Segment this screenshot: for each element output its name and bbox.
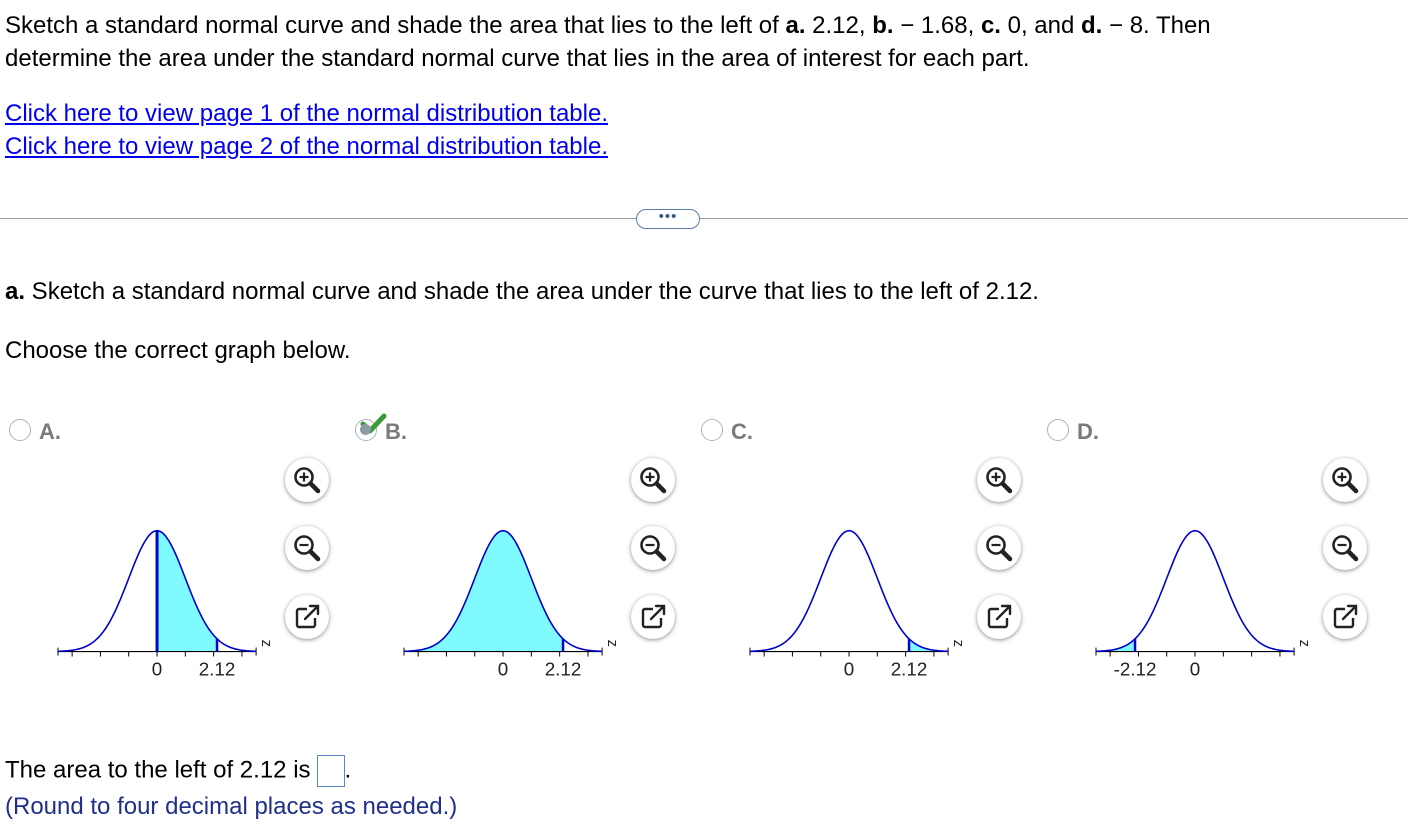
axis-z-label: z: [1296, 639, 1313, 648]
option-radio[interactable]: [355, 419, 377, 441]
answer-prefix: The area to the left of 2.12 is: [5, 756, 311, 784]
part-a-prompt-label: a.: [5, 278, 26, 305]
tick-label: -2.12: [1113, 658, 1157, 680]
tick-label: 0: [151, 658, 163, 680]
part-a-label: a.: [785, 12, 806, 39]
option-radio[interactable]: [1047, 419, 1069, 441]
normal-curve-graph: [1094, 512, 1313, 702]
part-b-label: b.: [872, 12, 894, 39]
part-d-label: d.: [1081, 12, 1103, 39]
part-a-prompt: [5, 278, 1039, 306]
normal-curve-graph: [56, 512, 275, 702]
normal-curve: [1096, 531, 1294, 652]
option-letter: C.: [731, 419, 753, 444]
tick-label: 2.12: [890, 658, 928, 680]
tick-label: 0: [1189, 658, 1201, 680]
axis-z-label: z: [604, 639, 621, 648]
option-radio[interactable]: [701, 419, 723, 441]
answer-suffix: .: [344, 756, 352, 784]
question-text: [5, 9, 1345, 75]
rounding-note: (Round to four decimal places as needed.): [5, 793, 458, 820]
popout-icon[interactable]: [631, 595, 675, 639]
normal-curve-graph: [748, 512, 967, 702]
table-page1-link[interactable]: Click here to view page 1 of the normal distribution table.: [5, 100, 608, 127]
table-page2-link[interactable]: Click here to view page 2 of the normal distribution table.: [5, 133, 608, 160]
axis-z-label: z: [950, 639, 967, 648]
choose-instruction: Choose the correct graph below.: [5, 337, 351, 364]
section-divider: [0, 218, 1408, 219]
axis-z-label: z: [258, 639, 275, 648]
part-a-value: 2.12,: [805, 12, 873, 39]
answer-input[interactable]: [317, 755, 345, 787]
normal-curve: [750, 531, 948, 652]
zoom-in-icon[interactable]: [1323, 458, 1367, 502]
part-c-value: 0, and: [1000, 12, 1082, 39]
tick-label: 2.12: [198, 658, 236, 680]
option-letter: D.: [1077, 419, 1099, 444]
option-c[interactable]: [692, 400, 1038, 700]
popout-icon[interactable]: [285, 595, 329, 639]
zoom-in-icon[interactable]: [631, 458, 675, 502]
normal-curve-graph: [402, 512, 621, 702]
answer-line: [5, 755, 351, 787]
option-letter: B.: [385, 419, 407, 444]
more-button[interactable]: •••: [636, 209, 700, 229]
question-line2: determine the area under the standard normal curve that lies in the area of interest for each part.: [5, 45, 1030, 72]
shaded-area: [157, 531, 217, 652]
popout-icon[interactable]: [1323, 595, 1367, 639]
part-b-value: − 1.68,: [893, 12, 981, 39]
option-radio[interactable]: [9, 419, 31, 441]
option-letter: A.: [39, 419, 61, 444]
part-c-label: c.: [980, 12, 1001, 39]
tick-label: 2.12: [544, 658, 582, 680]
part-d-value: − 8. Then: [1102, 12, 1211, 39]
question-intro: Sketch a standard normal curve and shade the area that lies to the left of: [5, 12, 786, 39]
tick-label: 0: [843, 658, 855, 680]
part-a-prompt-text: Sketch a standard normal curve and shade the area under the curve that lies to the left of 2.12.: [25, 278, 1039, 305]
tick-label: 0: [497, 658, 509, 680]
option-d[interactable]: [1038, 400, 1384, 700]
zoom-in-icon[interactable]: [285, 458, 329, 502]
shaded-area: [404, 531, 563, 652]
zoom-out-icon[interactable]: [1323, 526, 1367, 570]
zoom-out-icon[interactable]: [631, 526, 675, 570]
option-b[interactable]: [346, 400, 692, 700]
popout-icon[interactable]: [977, 595, 1021, 639]
zoom-out-icon[interactable]: [977, 526, 1021, 570]
correct-check-icon: [361, 413, 387, 435]
zoom-in-icon[interactable]: [977, 458, 1021, 502]
option-a[interactable]: [0, 400, 346, 700]
zoom-out-icon[interactable]: [285, 526, 329, 570]
